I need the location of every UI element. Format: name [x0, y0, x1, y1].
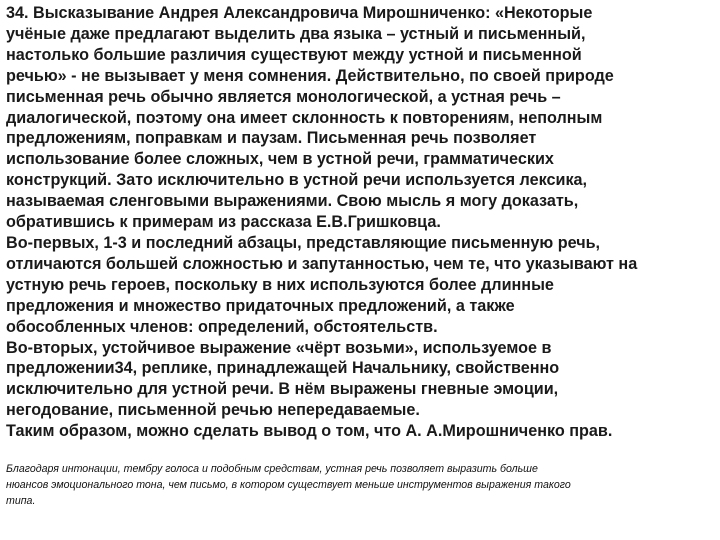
essay-line: Во-первых, 1-3 и последний абзацы, представляющие письменную речь, — [6, 233, 601, 252]
essay-line: письменная речь обычно является монологической, а устная речь – — [6, 87, 561, 106]
essay-line: использование более сложных, чем в устной речи, грамматических — [6, 150, 554, 169]
footnote-line: нюансов эмоционального тона, чем письмо, в котором существует меньше инструментов выражения такого — [6, 478, 571, 491]
essay-line: отличаются большей сложностью и запутанностью, чем те, что указывают на — [6, 254, 638, 273]
essay-line: исключительно для устной речи. В нём выражены гневные эмоции, — [6, 380, 559, 399]
essay-line: 34. Высказывание Андрея Александровича Мирошниченко: «Некоторые — [6, 4, 593, 22]
essay-line: Таким образом, можно сделать вывод о том, что А. А.Мирошниченко прав. — [6, 422, 613, 441]
essay-text — [6, 3, 714, 442]
essay-line: учёные даже предлагают выделить два языка – устный и письменный, — [6, 24, 586, 43]
footnote-text — [6, 462, 714, 509]
essay-line: речью» - не вызывает у меня сомнения. Действительно, по своей природе — [6, 66, 614, 85]
essay-line: предложениям, поправкам и паузам. Письменная речь позволяет — [6, 129, 537, 148]
essay-line: настолько большие различия существуют между устной и письменной — [6, 45, 582, 64]
essay-line: Во-вторых, устойчивое выражение «чёрт возьми», используемое в — [6, 338, 552, 357]
essay-line: предложении34, реплике, принадлежащей Начальнику, свойственно — [6, 359, 560, 378]
essay-line: негодование, письменной речью непередаваемые. — [6, 401, 420, 420]
essay-line: устную речь героев, поскольку в них используются более длинные — [6, 275, 554, 294]
footnote-line: типа. — [6, 494, 36, 507]
essay-line: обратившись к примерам из рассказа Е.В.Гришковца. — [6, 213, 441, 232]
essay-line: диалогической, поэтому она имеет склонность к повторениям, неполным — [6, 108, 603, 127]
essay-line: конструкций. Зато исключительно в устной речи используется лексика, — [6, 171, 588, 190]
essay-line: обособленных членов: определений, обстоятельств. — [6, 317, 438, 336]
essay-line: называемая сленговыми выражениями. Свою мысль я могу доказать, — [6, 192, 579, 211]
footnote-line: Благодаря интонации, тембру голоса и подобным средствам, устная речь позволяет выразить больше — [6, 463, 538, 475]
essay-line: предложения и множество придаточных предложений, а также — [6, 296, 515, 315]
